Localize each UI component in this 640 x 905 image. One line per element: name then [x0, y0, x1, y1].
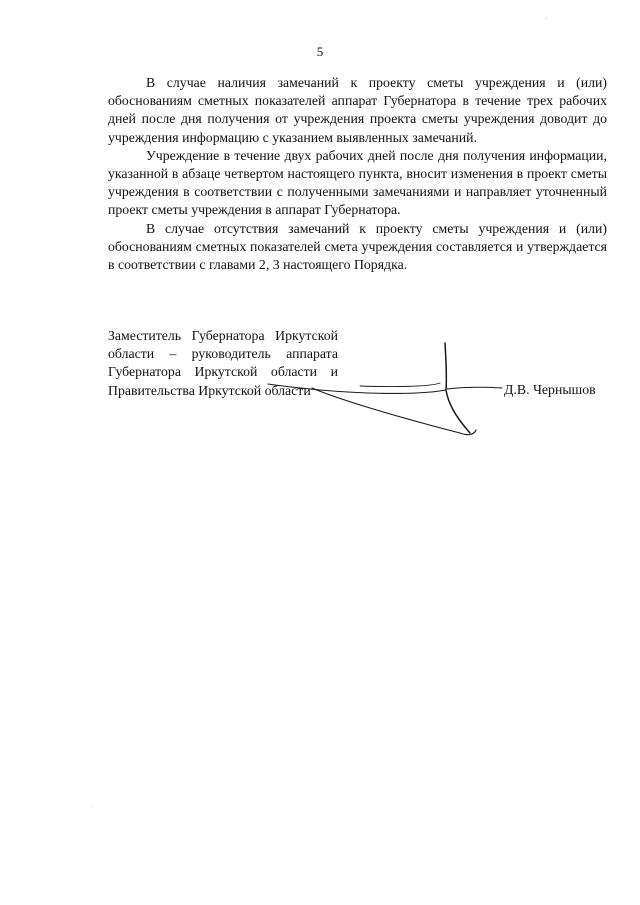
- position-line: Заместитель Губернатора Иркутской: [108, 328, 338, 343]
- scan-artifact: [546, 18, 547, 19]
- paragraph-remarks-present: В случае наличия замечаний к проекту сметы учреждения и (или) обоснованиям сметных показателей аппарат Губернатора в течение трех рабочих дней после дня получения от учреждения проекта сметы учреждения доводит до учреждения информацию с указанием выявленных замечаний.: [108, 75, 607, 145]
- handwritten-signature: [240, 330, 510, 440]
- position-line: области – руководитель аппарата: [108, 346, 338, 362]
- signatory-name: Д.В. Чернышов: [504, 382, 596, 397]
- scan-artifact: [92, 806, 93, 807]
- page-number: 5: [316, 44, 324, 59]
- paragraph-corrections: Учреждение в течение двух рабочих дней после дня получения информации, указанной в абзаце четвертом настоящего пункта, вносит изменения в проект сметы учреждения в соответствии с полученными замечаниями и направляет уточненный проект сметы учреждения в аппарат Губернатора.: [108, 147, 607, 218]
- position-line: Правительства Иркутской области: [108, 382, 311, 398]
- position-line: Губернатора Иркутской области и: [108, 364, 338, 380]
- paragraph-no-remarks: В случае отсутствия замечаний к проекту сметы учреждения и (или) обоснованиям сметных показателей смета учреждения составляется и утверждается в соответствии с главами 2, 3 настоящего Порядка.: [108, 220, 607, 273]
- document-body: [108, 74, 607, 274]
